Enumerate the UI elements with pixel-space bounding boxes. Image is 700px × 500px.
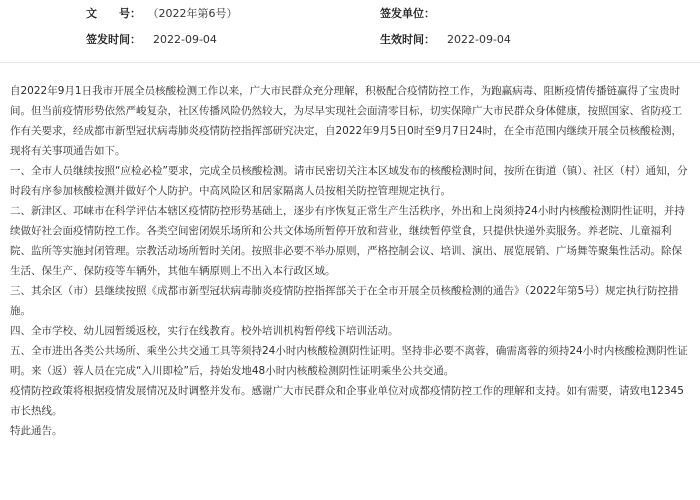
- document-number-value: （2022年第6号）: [153, 7, 238, 20]
- sign-off: 特此通告。: [10, 425, 63, 437]
- document-metadata: [0, 0, 700, 60]
- effective-date-label: 生效时间：: [380, 33, 435, 46]
- clause-4-paragraph: 四、全市学校、幼儿园暂缓返校，实行在线教育。校外培训机构暂停线下培训活动。: [10, 325, 399, 337]
- clause-1-paragraph: 一、全市人员继续按照“应检必检”要求，完成全员核酸检测。请市民密切关注本区域发布的核酸检测时间，按所在街道（镇）、社区（村）通知，分时段有序参加核酸检测并做好个人防护。中高风险区和居家隔离人员按相关防控管理规定执行。: [10, 165, 688, 197]
- closing-paragraph: 疫情防控政策将根据疫情发展情况及时调整并发布。感谢广大市民群众和企事业单位对成都疫情防控工作的理解和支持。如有需要，请致电12345市长热线。: [10, 385, 684, 417]
- intro-paragraph: 自2022年9月1日我市开展全员核酸检测工作以来，广大市民群众充分理解，积极配合疫情防控工作，为跑赢病毒、阻断疫情传播链赢得了宝贵时间。但当前疫情形势依然严峻复杂，社区传播风险仍然较大，为尽早实现社会面清零目标，切实保障广大市民群众身体健康，按照国家、省防疫工作有关要求，经成都市新型冠状病毒肺炎疫情防控指挥部研究决定，自2022年9月5日0时至9月7日24时，在全市范围内继续开展全员核酸检测，现将有关事项通告如下。: [10, 85, 682, 157]
- clause-2-paragraph: 二、新津区、邛崃市在科学评估本辖区疫情防控形势基础上，逐步有序恢复正常生产生活秩序，外出和上岗须持24小时内核酸检测阴性证明，并持续做好社会面疫情防控工作。各类空间密闭娱乐场所和公共文体场所暂停开放和营业，继续暂停堂食，只提供快递外卖服务。养老院、儿童福利院、监所等实施封闭管理。宗教活动场所暂时关闭。按照非必要不举办原则，严格控制会议、培训、演出、展览展销、广场舞等聚集性活动。除保生活、保生产、保防疫等车辆外，其他车辆原则上不出入本行政区域。: [10, 205, 685, 277]
- document-number-label: 文 号：: [86, 7, 141, 20]
- issue-date-field: [86, 33, 217, 47]
- document-number-field: [86, 7, 238, 21]
- issue-date-value: 2022-09-04: [153, 33, 217, 46]
- effective-date-field: [380, 33, 511, 47]
- issuing-unit-field: [380, 7, 447, 21]
- issuing-unit-label: 签发单位：: [380, 7, 435, 20]
- header-divider: [0, 62, 700, 63]
- effective-date-value: 2022-09-04: [447, 33, 511, 46]
- notice-body: [10, 81, 692, 441]
- issue-date-label: 签发时间：: [86, 33, 141, 46]
- clause-3-paragraph: 三、其余区（市）县继续按照《成都市新型冠状病毒肺炎疫情防控指挥部关于在全市开展全员核酸检测的通告》（2022年第5号）规定执行防控措施。: [10, 285, 679, 317]
- clause-5-paragraph: 五、全市进出各类公共场所、乘坐公共交通工具等须持24小时内核酸检测阴性证明。坚持非必要不离蓉，确需离蓉的须持24小时内核酸检测阴性证明。来（返）蓉人员在完成“入川即检”后，持始发地48小时内核酸检测阴性证明乘坐公共交通。: [10, 345, 688, 377]
